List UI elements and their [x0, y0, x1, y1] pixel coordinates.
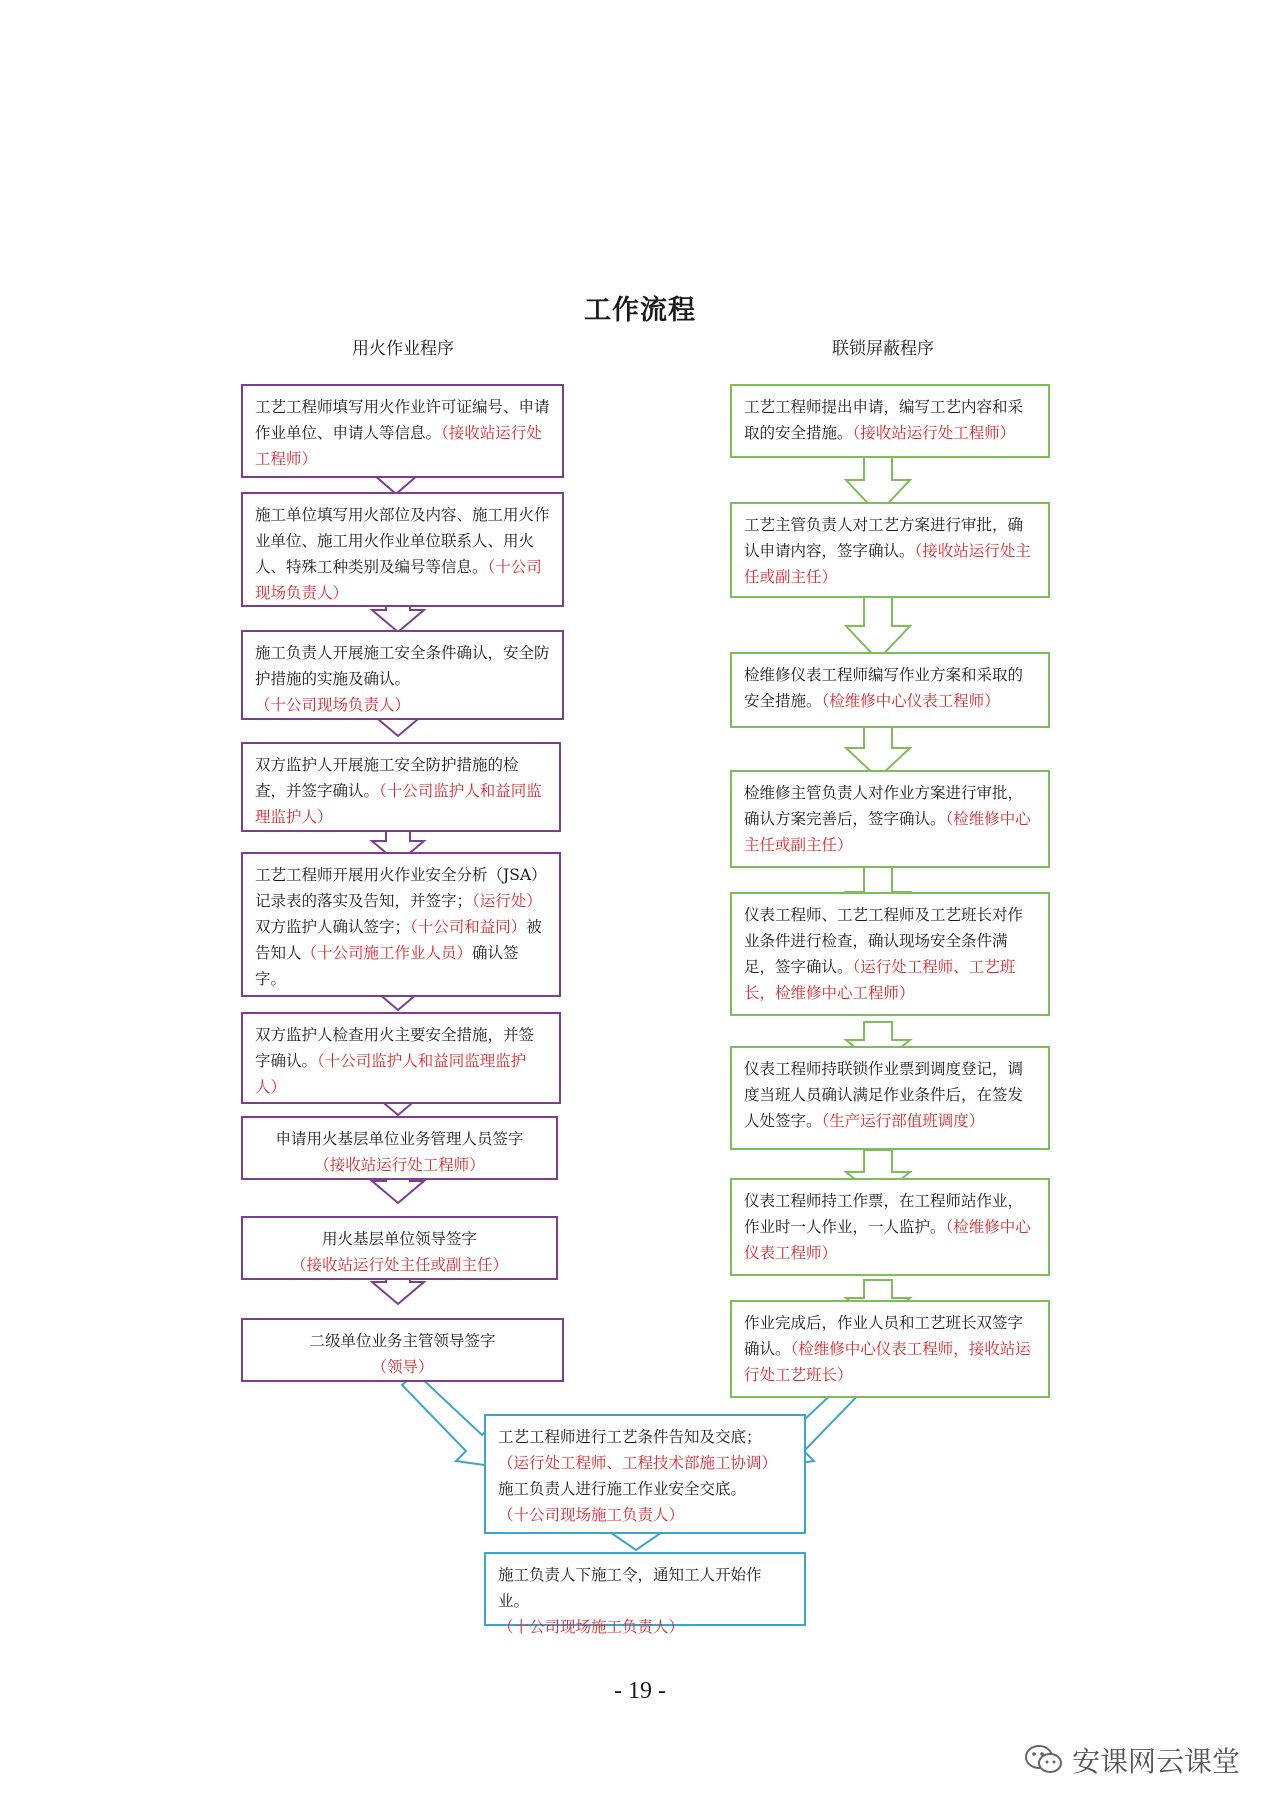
step-text: 检维修仪表工程师编写作业方案和采取的安全措施。: [744, 666, 1024, 710]
step-role: （检维修中心主任或副主任）: [744, 810, 1031, 854]
step-text: 工艺工程师进行工艺条件告知及交底；: [498, 1428, 762, 1446]
step-role: （接收站运行处主任或副主任）: [744, 542, 1031, 586]
left-step-7: [241, 1116, 558, 1180]
step-role: （十公司施工作业人员）: [301, 944, 473, 962]
left-step-3: [241, 630, 564, 720]
left-step-8: [241, 1216, 558, 1280]
step-text: 施工单位填写用火部位及内容、施工用火作业单位、施工用火作业单位联系人、用火人、特殊工种类别及编号等信息。: [255, 506, 550, 576]
step-text: 工艺工程师开展用火作业安全分析（JSA）记录表的落实及告知，并签字；: [255, 866, 547, 910]
step-role: （接收站运行处工程师）: [314, 1156, 485, 1174]
step-text: 施工负责人下施工令，通知工人开始作业。: [498, 1566, 762, 1610]
step-text: 检维修主管负责人对作业方案进行审批，确认方案完善后，签字确认。: [744, 784, 1024, 828]
step-text: 仪表工程师、工艺工程师及工艺班长对作业条件进行检查，确认现场安全条件满足，签字确认。: [744, 906, 1024, 976]
right-step-4: [730, 770, 1050, 868]
step-text: 工艺工程师提出申请，编写工艺内容和采取的安全措施。: [744, 398, 1024, 442]
step-text: 被告知人: [255, 918, 542, 962]
step-role: （十公司监护人和益同监理监护人）: [255, 782, 542, 826]
step-role: （十公司现场负责人）: [255, 558, 542, 602]
step-role: （十公司现场负责人）: [255, 696, 411, 714]
watermark: [1024, 1740, 1240, 1780]
step-text: 确认签字。: [255, 944, 519, 988]
right-step-3: [730, 652, 1050, 728]
step-role: （检维修中心仪表工程师）: [744, 1218, 1031, 1262]
step-text: 施工负责人开展施工安全条件确认，安全防护措施的实施及确认。: [255, 644, 550, 688]
left-step-9: [241, 1318, 564, 1382]
step-text: 双方监护人确认签字；: [255, 918, 411, 936]
step-text: 二级单位业务主管领导签字: [309, 1332, 496, 1350]
right-step-6: [730, 1046, 1050, 1150]
step-text: 工艺主管负责人对工艺方案进行审批，确认申请内容，签字确认。: [744, 516, 1024, 560]
left-step-5: [241, 852, 561, 997]
step-text: 工艺工程师填写用火作业许可证编号、申请作业单位、申请人等信息。: [255, 398, 550, 442]
right-step-5: [730, 892, 1050, 1016]
step-text: 双方监护人检查用火主要安全措施，并签字确认。: [255, 1026, 535, 1070]
page-number: - 19 -: [614, 1678, 666, 1704]
step-role: （十公司现场施工负责人）: [498, 1506, 685, 1524]
final-step-1: [484, 1414, 806, 1534]
right-step-8: [730, 1300, 1050, 1398]
left-step-1: [241, 384, 564, 478]
step-text: 申请用火基层单位业务管理人员签字: [275, 1130, 524, 1148]
step-role: （十公司和益同）: [410, 918, 527, 936]
step-role: （接收站运行处工程师）: [852, 424, 1016, 442]
left-step-2: [241, 492, 564, 607]
right-step-7: [730, 1178, 1050, 1276]
step-role: （检维修中心仪表工程师）: [821, 692, 1000, 710]
step-role: （接收站运行处工程师）: [255, 424, 542, 468]
step-role: （生产运行部值班调度）: [821, 1112, 985, 1130]
step-text: 仪表工程师持联锁作业票到调度登记，调度当班人员确认满足作业条件后，在签发人处签字。: [744, 1060, 1024, 1130]
left-column-title: 用火作业程序: [352, 339, 454, 359]
wechat-icon: [1024, 1743, 1064, 1777]
right-column-title: 联锁屏蔽程序: [832, 339, 934, 359]
page-title: 工作流程: [584, 295, 696, 326]
left-step-4: [241, 742, 561, 832]
step-text: 双方监护人开展施工安全防护措施的检查，并签字确认。: [255, 756, 519, 800]
step-role: （检维修中心仪表工程师，接收站运行处工艺班长）: [744, 1340, 1031, 1384]
step-role: （领导）: [371, 1358, 434, 1376]
step-text: 仪表工程师持工作票，在工程师站作业，作业时一人作业，一人监护。: [744, 1192, 1024, 1236]
step-role: （运行处工程师、工艺班长，检维修中心工程师）: [744, 958, 1016, 1002]
step-text: 用火基层单位领导签字: [321, 1230, 477, 1248]
right-step-2: [730, 502, 1050, 598]
step-role: （十公司监护人和益同监理监护人）: [255, 1052, 527, 1096]
step-role: （运行处工程师、工程技术部施工协调）: [498, 1454, 778, 1472]
arrow-down: [846, 594, 910, 660]
step-text: 施工负责人进行施工作业安全交底。: [498, 1480, 747, 1498]
step-text: 作业完成后，作业人员和工艺班长双签字确认。: [744, 1314, 1024, 1358]
final-step-2: [484, 1552, 806, 1636]
step-role: （运行处）: [472, 892, 542, 910]
right-step-1: [730, 384, 1050, 458]
left-step-6: [241, 1012, 561, 1104]
step-role: （十公司现场施工负责人）: [498, 1618, 685, 1636]
step-role: （接收站运行处主任或副主任）: [290, 1256, 508, 1274]
watermark-text: 安课网云课堂: [1071, 1745, 1240, 1778]
